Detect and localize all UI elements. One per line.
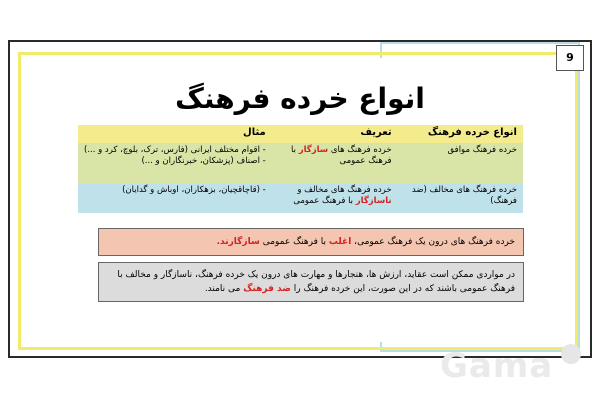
- cell-definition: [272, 183, 398, 213]
- definition-text: خرده فرهنگ های: [328, 145, 392, 155]
- page-title: انواع خرده فرهنگ: [175, 82, 425, 115]
- note-text: خرده فرهنگ های درون یک فرهنگ عمومی،: [351, 237, 515, 247]
- header-example: مثال: [78, 125, 272, 143]
- note-box-counterculture: [98, 262, 524, 302]
- definition-text: با فرهنگ عمومی: [293, 196, 356, 206]
- subculture-types-table: [78, 125, 523, 213]
- note-text: با فرهنگ عمومی: [259, 237, 329, 247]
- note-text: می نامند.: [204, 284, 244, 294]
- header-definition: تعریف: [272, 125, 398, 143]
- table-header-row: [78, 125, 523, 143]
- definition-text: خرده فرهنگ های مخالف و: [297, 185, 392, 195]
- table-row: [78, 183, 523, 213]
- definition-emphasis: ناسازگار: [355, 196, 392, 206]
- header-type: انواع خرده فرهنگ: [398, 125, 523, 143]
- definition-emphasis: سازگار: [298, 145, 329, 155]
- note-emphasis: ضد فرهنگ: [243, 284, 291, 294]
- cell-examples: [78, 143, 272, 183]
- watermark-logo: Gama: [440, 346, 554, 386]
- definition-text: با فرهنگ عمومی: [291, 145, 392, 166]
- table-row: [78, 143, 523, 183]
- page-number: 9: [556, 45, 584, 71]
- example-item: - (قاچاقچیان، بزهکاران، اوباش و گدایان): [84, 185, 266, 196]
- note-box-compatible: [98, 228, 524, 256]
- example-item: - اقوام مختلف ایرانی (فارس، ترک، بلوچ، کرد و ...): [84, 145, 266, 156]
- note-emphasis: سازگارند.: [216, 237, 260, 247]
- example-item: - اصناف (پزشکان، خبرنگاران و ...): [84, 156, 266, 167]
- watermark-mark-icon: [561, 344, 581, 364]
- note-text: در مواردی ممکن است عقاید، ارزش ها، هنجارها و مهارت های درون یک خرده فرهنگ، ناسازگار و مخالف با فرهنگ عمومی باشند که در این صورت، این خرده فرهنگ را: [117, 270, 515, 294]
- cell-definition: [272, 143, 398, 183]
- cell-type: خرده فرهنگ های مخالف (ضد فرهنگ): [398, 183, 523, 213]
- note-emphasis: اغلب: [328, 237, 352, 247]
- cell-type: خرده فرهنگ موافق: [398, 143, 523, 183]
- cell-examples: [78, 183, 272, 213]
